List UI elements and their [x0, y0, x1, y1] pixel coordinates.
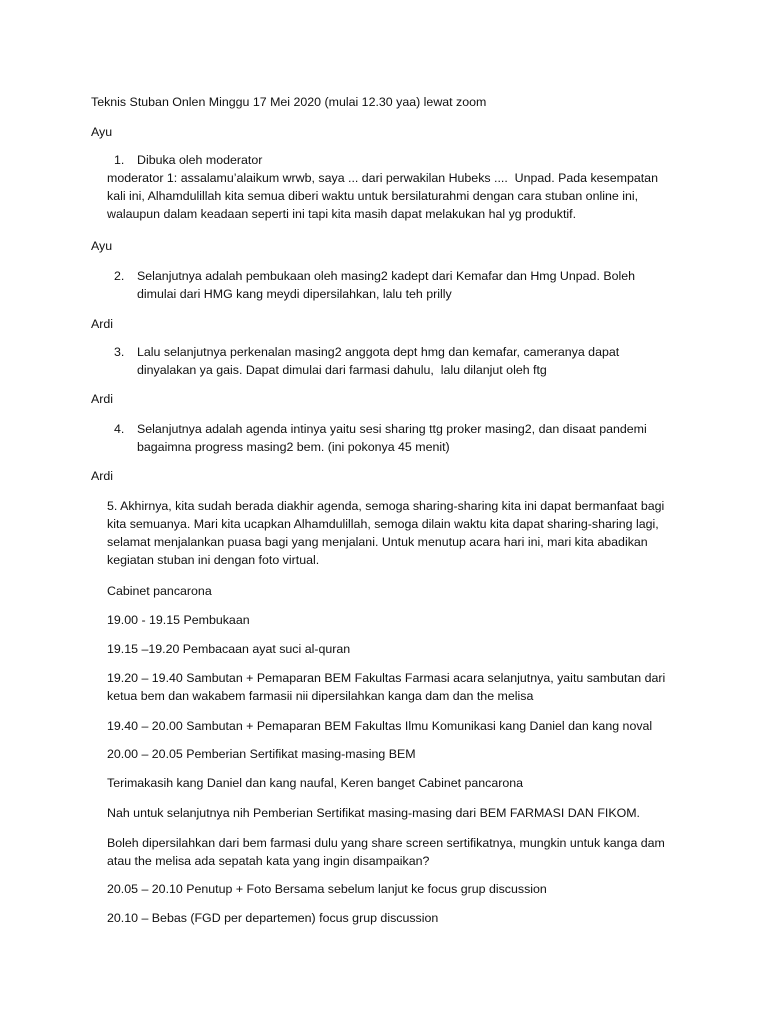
paragraph-line: kegiatan stuban ini dengan foto virtual.	[107, 553, 320, 567]
schedule-paragraph	[107, 669, 697, 705]
list-text: dimulai dari HMG kang meydi dipersilahkan, lalu teh prilly	[137, 287, 452, 301]
list-text: Lalu selanjutnya perkenalan masing2 anggota dept hmg dan kemafar, cameranya dapat	[137, 345, 620, 359]
document-title: Teknis Stuban Onlen Minggu 17 Mei 2020 (mulai 12.30 yaa) lewat zoom	[91, 95, 487, 109]
speaker-label: Ardi	[91, 392, 114, 406]
speaker-label: Ardi	[91, 469, 114, 483]
paragraph-line: 5. Akhirnya, kita sudah berada diakhir agenda, semoga sharing-sharing kita ini dapat bermanfaat bagi	[107, 499, 665, 513]
closing-paragraph	[107, 497, 697, 569]
schedule-paragraph	[107, 834, 697, 870]
paragraph-line: 19.20 – 19.40 Sambutan + Pemaparan BEM Fakultas Farmasi acara selanjutnya, yaitu sambutan dari	[107, 671, 666, 685]
schedule-line: Cabinet pancarona	[107, 584, 212, 598]
list-text: dinyalakan ya gais. Dapat dimulai dari farmasi dahulu, lalu dilanjut oleh ftg	[137, 363, 547, 377]
schedule-line: Nah untuk selanjutnya nih Pemberian Sertifikat masing-masing dari BEM FARMASI DAN FIKOM.	[107, 806, 641, 820]
list-text: Dibuka oleh moderator	[137, 153, 263, 167]
paragraph-line: moderator 1: assalamu’alaikum wrwb, saya ... dari perwakilan Hubeks .... Unpad. Pada kesempatan	[107, 171, 658, 185]
paragraph-line: kali ini, Alhamdulillah kita semua diberi waktu untuk bersilaturahmi dengan cara stuban online ini,	[107, 189, 639, 203]
schedule-line: 20.10 – Bebas (FGD per departemen) focus grup discussion	[107, 911, 439, 925]
list-number: 1.	[114, 153, 125, 167]
paragraph-line: Boleh dipersilahkan dari bem farmasi dulu yang share screen sertifikatnya, mungkin untuk kanga dam	[107, 836, 665, 850]
speaker-label: Ayu	[91, 125, 113, 139]
schedule-line: 20.05 – 20.10 Penutup + Foto Bersama sebelum lanjut ke focus grup discussion	[107, 882, 547, 896]
list-text: bagaimna progress masing2 bem. (ini pokonya 45 menit)	[137, 440, 450, 454]
moderator-paragraph	[107, 169, 697, 223]
schedule-line: 19.40 – 20.00 Sambutan + Pemaparan BEM Fakultas Ilmu Komunikasi kang Daniel dan kang noval	[107, 719, 653, 733]
paragraph-line: atau the melisa ada sepatah kata yang ingin disampaikan?	[107, 854, 430, 868]
speaker-label: Ayu	[91, 239, 113, 253]
list-number: 2.	[114, 269, 125, 283]
schedule-line: Terimakasih kang Daniel dan kang naufal, Keren banget Cabinet pancarona	[107, 776, 524, 790]
paragraph-line: walaupun dalam keadaan seperti ini tapi kita masih dapat melakukan hal yg produktif.	[107, 207, 577, 221]
schedule-line: 20.00 – 20.05 Pemberian Sertifikat masing-masing BEM	[107, 747, 416, 761]
list-number: 3.	[114, 345, 125, 359]
list-text: Selanjutnya adalah agenda intinya yaitu sesi sharing ttg proker masing2, dan disaat pandemi	[137, 422, 647, 436]
paragraph-line: selamat menjalankan puasa bagi yang menjalani. Untuk menutup acara hari ini, mari kita abadikan	[107, 535, 648, 549]
speaker-label: Ardi	[91, 317, 114, 331]
schedule-line: 19.00 - 19.15 Pembukaan	[107, 613, 250, 627]
paragraph-line: ketua bem dan wakabem farmasii nii dipersilahkan kanga dam dan the melisa	[107, 689, 534, 703]
schedule-line: 19.15 –19.20 Pembacaan ayat suci al-quran	[107, 642, 351, 656]
list-text: Selanjutnya adalah pembukaan oleh masing2 kadept dari Kemafar dan Hmg Unpad. Boleh	[137, 269, 636, 283]
paragraph-line: kita semuanya. Mari kita ucapkan Alhamdulillah, semoga dilain waktu kita dapat sharing-sharing lagi,	[107, 517, 659, 531]
list-number: 4.	[114, 422, 125, 436]
